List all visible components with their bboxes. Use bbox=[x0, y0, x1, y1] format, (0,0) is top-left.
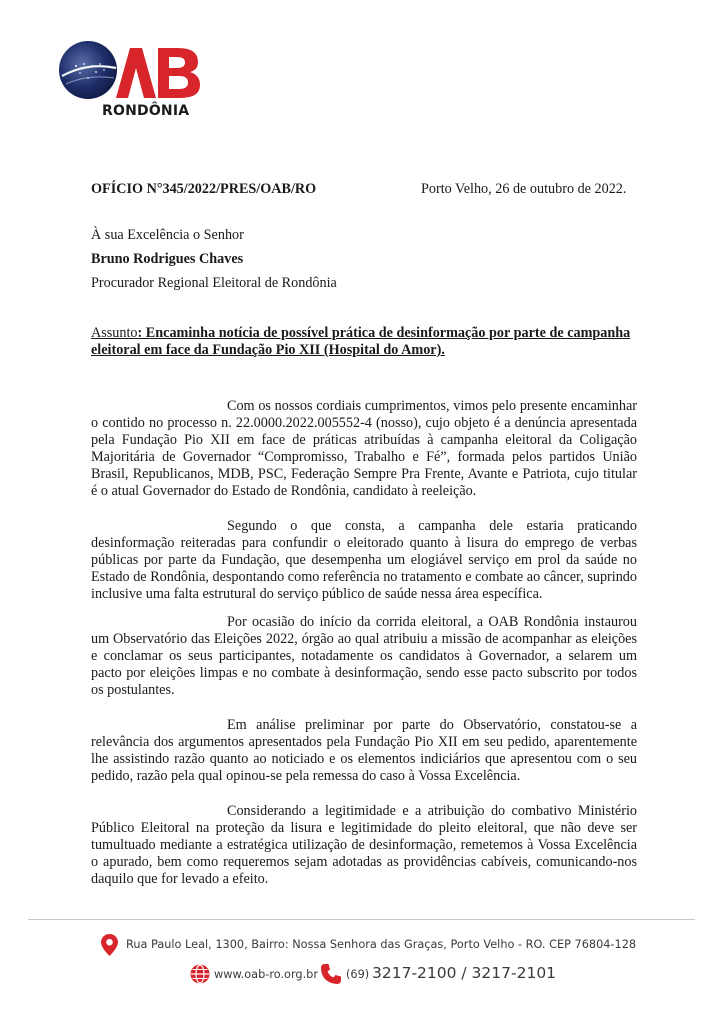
document-reference: OFÍCIO N°345/2022/PRES/OAB/RO bbox=[91, 181, 317, 197]
body-paragraph-1: Com os nossos cordiais cumprimentos, vimos pelo presente encaminhar o contido no processo n. 22.0000.2022.005552-4 (nosso), cujo objeto é a denúncia apresentada pela Fundação Pio XII em face de práticas atribuídas à campanha eleitoral da Coligação Majoritária de Governador “Compromisso, Trabalho e Fé”, formada pelos partidos União Brasil, Republicanos, MDB, PSC, Federação Sempre Pra Frente, Avante e Patriota, cujo titular é o atual Governador do Estado de Rondônia, candidato à reeleição. bbox=[91, 398, 637, 499]
phone-area-code: (69) bbox=[346, 968, 370, 981]
subject-text: : Encaminha notícia de possível prática de desinformação por parte de campanha eleitoral em face da Fundação Pio XII (Hospital do Amor). bbox=[91, 325, 631, 358]
footer-address: Rua Paulo Leal, 1300, Bairro: Nossa Senhora das Graças, Porto Velho - RO. CEP 76804-128 bbox=[126, 938, 637, 951]
phone-icon bbox=[320, 963, 342, 985]
phone-numbers: 3217-2100 / 3217-2101 bbox=[372, 964, 557, 982]
subject bbox=[91, 325, 637, 359]
website-link[interactable]: www.oab-ro.org.br bbox=[214, 968, 318, 981]
recipient-name: Bruno Rodrigues Chaves bbox=[91, 251, 244, 267]
subject-label: Assunto bbox=[91, 325, 138, 341]
body-paragraph-3: Por ocasião do início da corrida eleitoral, a OAB Rondônia instaurou um Observatório das Eleições 2022, órgão ao qual atribuiu a missão de acompanhar as eleições e conclamar os seus participantes, notadamente os candidatos à Governador, a selarem um pacto por eleições limpas e no combate à desinformação, sendo esse pacto subscrito por todos os postulantes. bbox=[91, 614, 637, 698]
body-paragraph-4: Em análise preliminar por parte do Observatório, constatou-se a relevância dos argumentos apresentados pela Fundação Pio XII em seu pedido, aparentemente lhe assistindo razão quanto ao noticiado e os elementos indiciários que apresentou com o seu pedido, razão pela qual opinou-se pela remessa do caso à Vossa Excelência. bbox=[91, 717, 637, 784]
footer-divider bbox=[28, 919, 695, 920]
body-paragraph-2: Segundo o que consta, a campanha dele estaria praticando desinformação reiteradas para confundir o eleitorado quanto à lisura do emprego de verbas públicas por parte da Fundação, que desempenha um elogiável serviço em prol da saúde no Estado de Rondônia, despontando como referência no tratamento e combate ao câncer, suprindo inclusive uma falta estrutural do serviço público de saúde nessa área específica. bbox=[91, 518, 637, 602]
globe-icon bbox=[190, 964, 210, 984]
body-paragraph-5: Considerando a legitimidade e a atribuição do combativo Ministério Público Eleitoral na proteção da lisura e legitimidade do pleito eleitoral, que não deve ser tumultuado mediante a estratégica utilização de desinformação, remetemos à Vossa Excelência o apurado, bem como requeremos sejam adotadas as providências cabíveis, comunicando-nos daquilo que for levado a efeito. bbox=[91, 803, 637, 887]
recipient-title: Procurador Regional Eleitoral de Rondônia bbox=[91, 275, 337, 291]
place-date: Porto Velho, 26 de outubro de 2022. bbox=[421, 181, 627, 197]
salutation: À sua Excelência o Senhor bbox=[91, 227, 244, 243]
location-pin-icon bbox=[101, 934, 118, 956]
org-name: RONDÔNIA bbox=[102, 103, 190, 119]
